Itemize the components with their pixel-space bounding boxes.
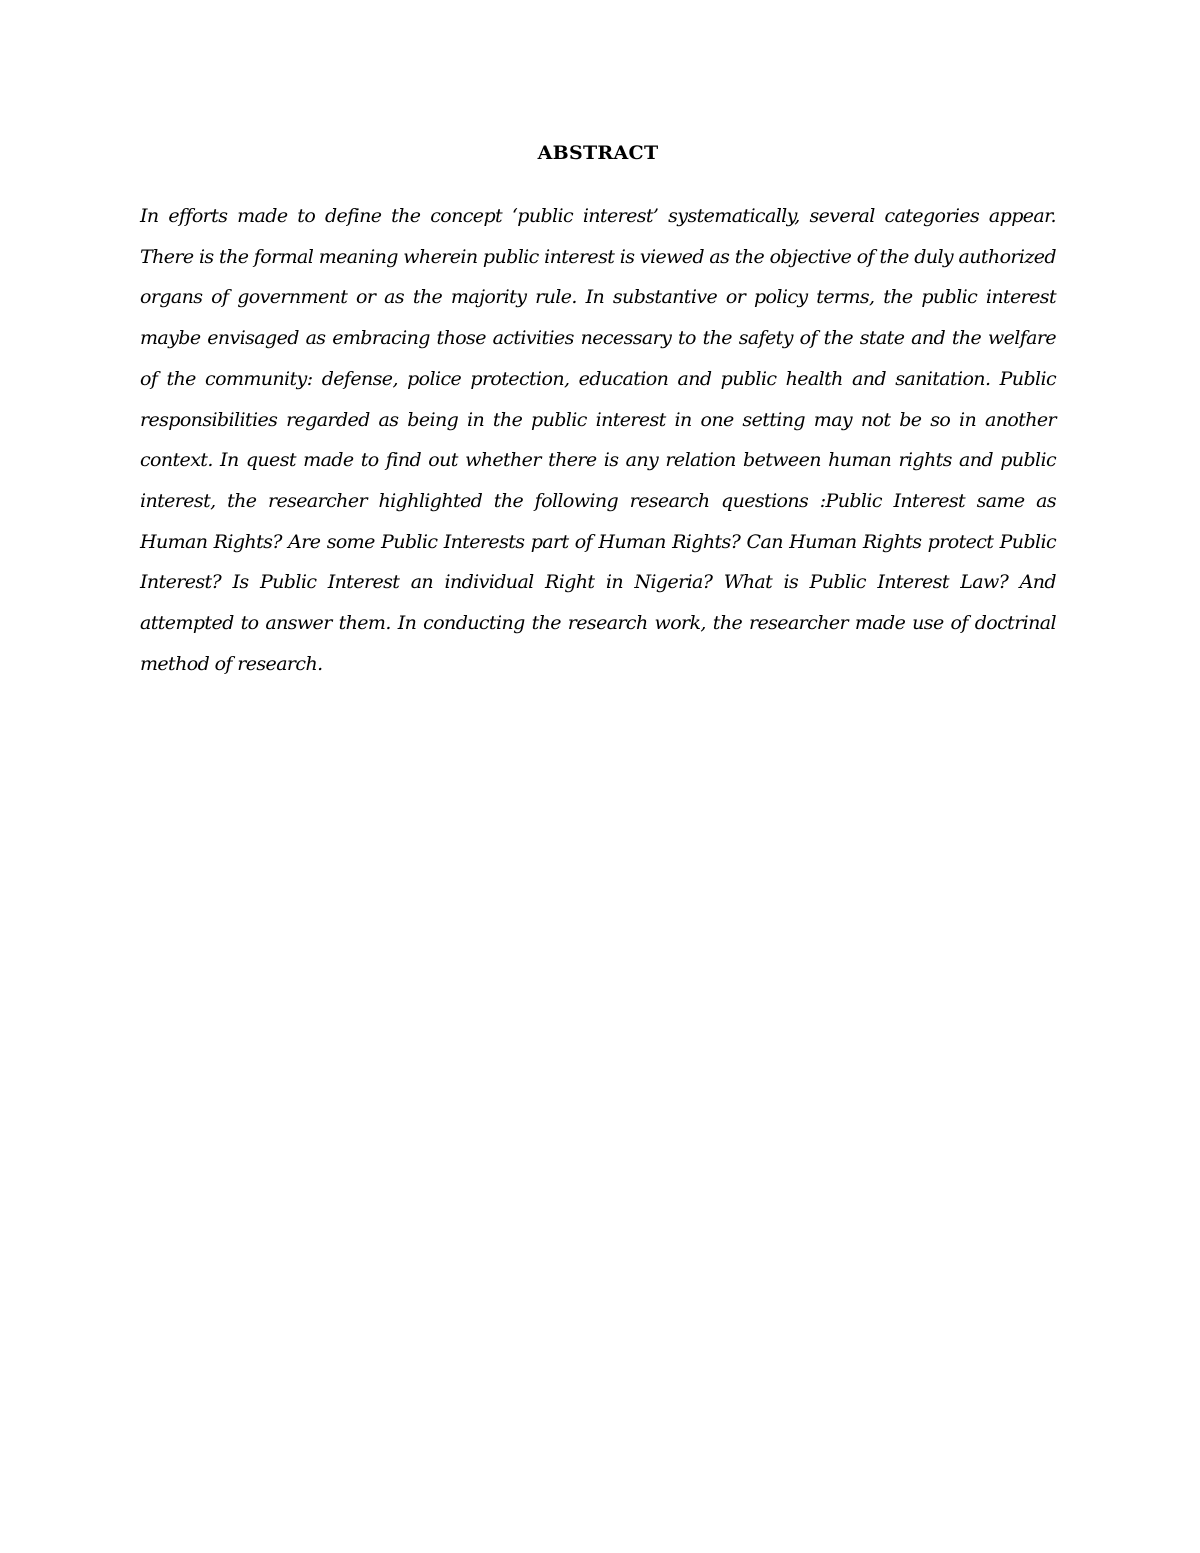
abstract-heading: ABSTRACT [537,142,659,164]
abstract-paragraph: In efforts made to define the concept ‘public interest’ systematically, several categories appear. There is the formal meaning wherein public interest is viewed as the objective of the duly authorized organs of government or as the majority rule. In substantive or policy terms, the public interest maybe envisaged as embracing those activities necessary to the safety of the state and the welfare of the community: defense, police protection, education and public health and sanitation. Public responsibilities regarded as being in the public interest in one setting may not be so in another context. In quest made to find out whether there is any relation between human rights and public interest, the researcher highlighted the following research questions :Public Interest same as Human Rights? Are some Public Interests part of Human Rights? Can Human Rights protect Public Interest? Is Public Interest an individual Right in Nigeria? What is Public Interest Law? And attempted to answer them. In conducting the research work, the researcher made use of doctrinal method of research. [140,205,1056,675]
